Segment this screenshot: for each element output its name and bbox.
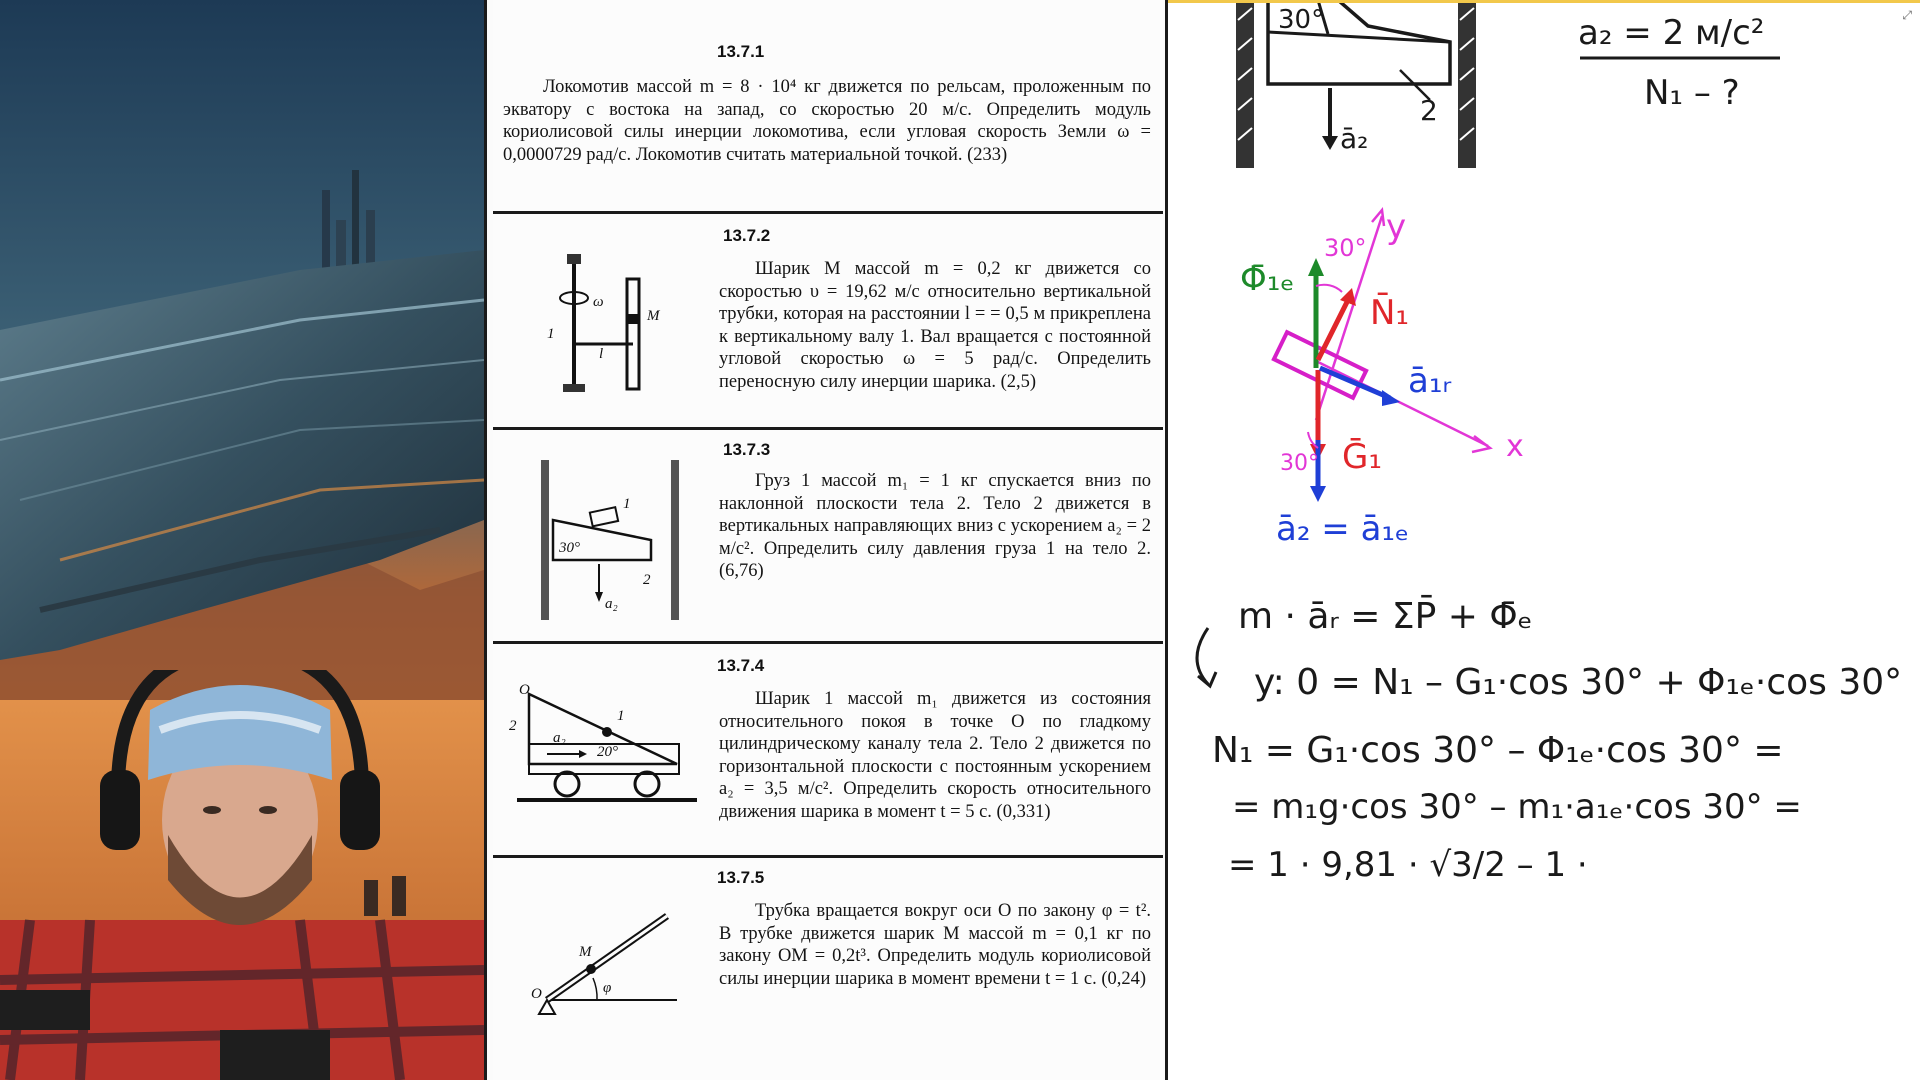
figure-13-7-4 <box>507 684 707 814</box>
normal-label: N̄₁ <box>1370 293 1410 333</box>
ball-label: M <box>647 308 660 324</box>
problem-text: Груз 1 массой m₁ = 1 кг спускается вниз по наклонной плоскости тела 2. Тело 2 движется в вертикальных направляющих вниз с ускорением a₂ = 2 м/с². Определить силу давления груза 1 на тело 2. (6,76) <box>719 471 1151 581</box>
equation-1: m · āᵣ = ΣP̄ + Φ̄ₑ <box>1238 596 1533 637</box>
sketch-angle: 30° <box>1278 5 1325 35</box>
textbook-page <box>484 0 1168 1080</box>
given-unknown: N₁ – ? <box>1644 73 1740 113</box>
problem-13-7-3 <box>493 430 1163 644</box>
equations-block <box>1197 594 1902 885</box>
given-block <box>1578 13 1780 113</box>
given-accel: a₂ = 2 м/с² <box>1578 13 1765 53</box>
body1-label: 1 <box>623 496 631 512</box>
equation-3: N₁ = G₁·cos 30° – Φ₁ₑ·cos 30° = <box>1212 730 1784 771</box>
problem-13-7-1 <box>493 0 1163 214</box>
axis-y-label: y <box>1386 207 1407 247</box>
ball-label: M <box>579 944 592 960</box>
problem-13-7-5 <box>493 858 1163 1080</box>
body2-label: 2 <box>643 572 651 588</box>
axis-x-label: x <box>1506 429 1524 464</box>
phi-label: Φ̄₁ₑ <box>1240 259 1295 299</box>
equation-4: = m₁g·cos 30° – m₁·a₁ₑ·cos 30° = <box>1232 787 1802 827</box>
figure-13-7-5 <box>527 908 697 1028</box>
whiteboard-top-bar <box>1168 0 1920 3</box>
angle-label: 20° <box>597 744 618 760</box>
equation-5: = 1 · 9,81 · √3/2 – 1 · <box>1228 845 1588 885</box>
whiteboard[interactable] <box>1168 0 1920 1080</box>
angle-top-label: 30° <box>1324 234 1367 262</box>
distance-label: l <box>599 346 604 362</box>
sketch-body: 2 <box>1420 94 1438 127</box>
problem-number: 13.7.4 <box>717 656 765 675</box>
figure-13-7-2 <box>523 254 723 404</box>
problem-text: Шарик M массой m = 0,2 кг движется со скоростью υ = 19,62 м/с относительно вертикальной трубки, которая на расстоянии l = = 0,5 м прикреплена к вертикальному валу 1. Вал вращается с постоянной угловой скоростью ω = 5 рад/с. Определить переносную силу инерции шарика. (2,5) <box>719 259 1151 392</box>
omega-label: ω <box>593 294 604 310</box>
sketch-accel: ā₂ <box>1340 122 1369 155</box>
accel-label: a₂ <box>553 730 566 746</box>
accel-rel-label: ā₁ᵣ <box>1408 361 1452 401</box>
problem-13-7-2 <box>493 214 1163 430</box>
streamer-silhouette <box>0 670 484 1080</box>
webcam-feed <box>0 670 484 1080</box>
accel-label: a₂ <box>605 596 618 612</box>
problem-sketch <box>1236 0 1476 168</box>
equation-2: y: 0 = N₁ – G₁·cos 30° + Φ₁ₑ·cos 30° <box>1254 662 1903 703</box>
expand-icon[interactable]: ⤢ <box>1902 8 1912 22</box>
stream-background-panel <box>0 0 484 1080</box>
problem-text: Шарик 1 массой m₁ движется из состояния относительного покоя в точке O по гладкому цилиндрическому каналу тела 2. Тело 2 движется по горизонтальной плоскости с постоянным ускорением a₂ = 3,5 м/с². Определить скорость относительного движения шарика в момент t = 5 с. (0,331) <box>719 689 1151 822</box>
origin-label: O <box>519 684 530 698</box>
problem-number: 13.7.5 <box>717 868 765 887</box>
angle-label: 30° <box>559 540 580 556</box>
angle-bottom-label: 30° <box>1280 451 1319 476</box>
shaft-label: 1 <box>547 326 555 342</box>
problem-text: Локомотив массой m = 8 · 10⁴ кг движется по рельсам, проложенным по экватору с востока на запад, со скоростью 20 м/с. Определить модуль кориолисовой силы инерции локомотива, если угловая скорость Земли ω = 0,0000729 рад/с. Локомотив считать материальной точкой. (233) <box>503 77 1151 165</box>
problem-number: 13.7.2 <box>723 226 771 245</box>
axis-label: O <box>531 986 542 1002</box>
problem-number: 13.7.3 <box>723 440 771 459</box>
figure-13-7-3 <box>533 460 693 630</box>
problem-text: Трубка вращается вокруг оси O по закону φ = t². В трубке движется шарик M массой m = 0,1 кг по закону OM = 0,2t³. Определить модуль кориолисовой силы инерции шарика в момент времени t = 1 с. (0,24) <box>719 901 1151 989</box>
problem-number: 13.7.1 <box>717 42 765 61</box>
gravity-label: Ḡ₁ <box>1342 437 1382 477</box>
accel-eq-label: ā₂ = ā₁ₑ <box>1276 509 1410 549</box>
ball-label: 1 <box>617 708 625 724</box>
whiteboard-drawing <box>1168 0 1920 1080</box>
problem-13-7-4 <box>493 644 1163 858</box>
body-label: 2 <box>509 718 517 734</box>
angle-label: φ <box>603 980 612 996</box>
free-body-diagram <box>1240 207 1524 549</box>
